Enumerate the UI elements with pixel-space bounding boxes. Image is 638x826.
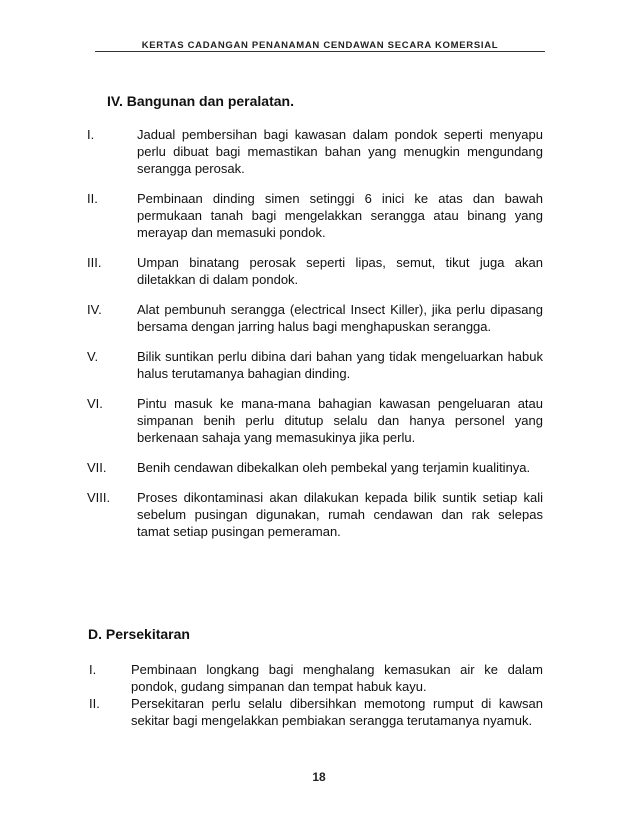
section-iv-list (87, 126, 543, 540)
running-header-title: KERTAS CADANGAN PENANAMAN CENDAWAN SECARA KOMERSIAL (141, 40, 499, 51)
list-item-number: I. (89, 662, 97, 677)
list-item-text: Umpan binatang perosak seperti lipas, semut, tikut juga akan diletakkan di dalam pondok. (137, 255, 543, 287)
list-item (89, 695, 543, 729)
list-item-number: III. (87, 255, 102, 270)
list-item-text: Pintu masuk ke mana-mana bahagian kawasan pengeluaran atau simpanan benih perlu ditutup selalu dan hanya personel yang berkenaan sahaja yang memasukinya jika perlu. (137, 396, 543, 445)
list-item (87, 126, 543, 177)
list-item (87, 395, 543, 446)
list-item-number: I. (87, 127, 95, 142)
list-item-text: Benih cendawan dibekalkan oleh pembekal yang terjamin kualitinya. (137, 460, 531, 475)
list-item (87, 348, 543, 382)
list-item (87, 301, 543, 335)
section-iv-heading: IV. Bangunan dan peralatan. (107, 93, 294, 109)
list-item-number: VIII. (87, 490, 111, 505)
list-item-number: VI. (87, 396, 103, 411)
list-item-number: IV. (87, 302, 102, 317)
list-item-text: Persekitaran perlu selalu dibersihkan memotong rumput di kawsan sekitar bagi mengelakkan pembiakan serangga terutamanya nyamuk. (131, 696, 543, 728)
list-item-text: Alat pembunuh serangga (electrical Insect Killer), jika perlu dipasang bersama dengan jarring halus bagi menghapuskan serangga. (137, 302, 543, 334)
list-item (87, 459, 543, 476)
list-item-number: VII. (87, 460, 107, 475)
list-item-text: Jadual pembersihan bagi kawasan dalam pondok seperti menyapu perlu dibuat bagi memastikan bahan yang menugkin mengundang serangga perosak. (137, 127, 543, 176)
section-d-list (89, 661, 543, 729)
list-item-text: Pembinaan dinding simen setinggi 6 inici ke atas dan bawah permukaan tanah bagi mengelakkan serangga atau binang yang merayap dan memasuki pondok. (137, 191, 543, 240)
list-item-number: II. (87, 191, 98, 206)
list-item (87, 190, 543, 241)
list-item (89, 661, 543, 695)
list-item-text: Proses dikontaminasi akan dilakukan kepada bilik suntik setiap kali sebelum pusingan digunakan, rumah cendawan dan rak selepas tamat setiap pusingan pemeraman. (137, 490, 543, 539)
list-item-number: V. (87, 349, 99, 364)
list-item-number: II. (89, 696, 100, 711)
running-header (95, 35, 545, 52)
list-item-text: Pembinaan longkang bagi menghalang kemasukan air ke dalam pondok, gudang simpanan dan tempat habuk kayu. (131, 662, 543, 694)
list-item-text: Bilik suntikan perlu dibina dari bahan yang tidak mengeluarkan habuk halus terutamanya bahagian dinding. (137, 349, 543, 381)
section-d-heading: D. Persekitaran (88, 626, 190, 642)
list-item (87, 489, 543, 540)
list-item (87, 254, 543, 288)
page-number: 18 (312, 770, 326, 784)
